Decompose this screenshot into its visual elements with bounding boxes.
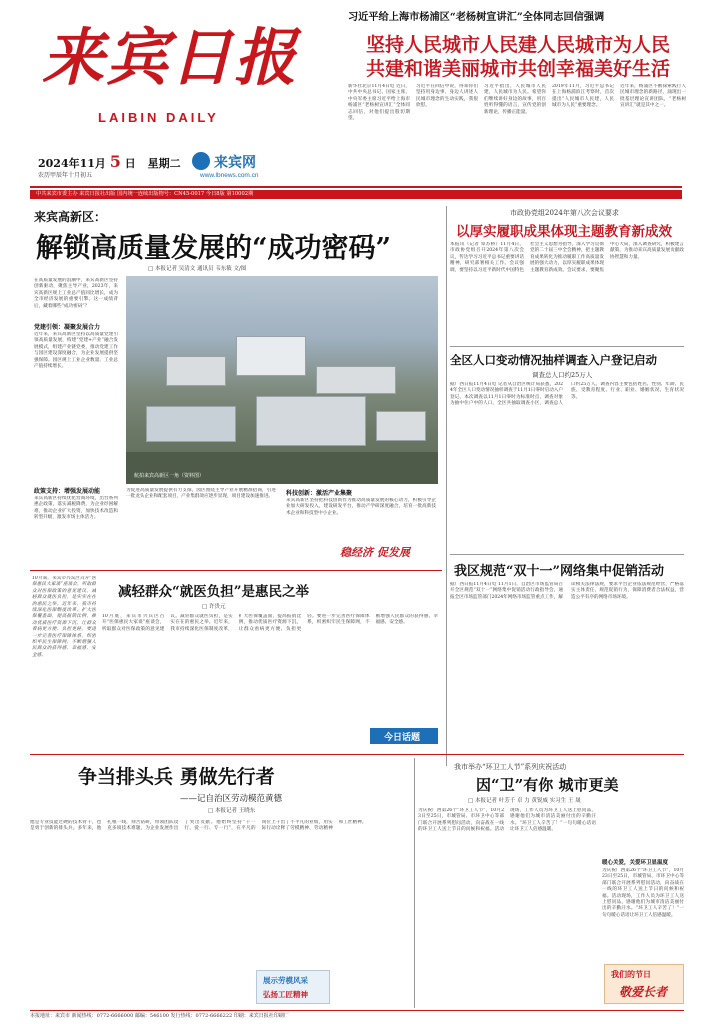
lead-section-2: 政策支持：增强发展动能 (34, 488, 101, 495)
feature-body: 10月底，来宾市兴宾区召开“医保惠民大家谈”座谈会，听取群众对医保政策的意见建议。减轻群众就医负担，是实实在在的惠民之举。近年来，我市持续深化医保制度改革，扩大医保覆盖面，提高报销比例，推动优质医疗资源下沉，让群众看病更方便、负担更轻。要进一步完善医疗保障体系，织密织牢民生保障网，不断增强人民群众的获得感、幸福感、安全感。 (102, 614, 438, 632)
top-news-headline-1: 坚持人民城市人民建人民城市为人民 (366, 34, 671, 56)
lead-body-1: 近年来，来宾高新区坚持以高质量党建引领高质量发展，构建“党建+产业”融合发展模式，组建产业链党委，推动党建工作与园区建设深度融合，为企业发展提供坚强保障。园区规上工业企业数量、工业总产值持续增长。 (34, 332, 118, 370)
site-url: www.lbnews.com.cn (200, 172, 259, 179)
feature-article (30, 574, 442, 750)
cppcc-article (450, 206, 684, 346)
top-news-col-4: 2019年11月，习近平总书记在上海杨浦滨江考察时，首次提出“人民城市人民建，人民城市为人民”重要理念。 (552, 84, 614, 109)
market-headline: 我区规范“双十一”网络集中促销活动 (454, 564, 664, 579)
sanitation-headline: 因“卫”有你 城市更美 (476, 776, 619, 794)
date-day-suffix: 日 (124, 157, 136, 170)
profile-subhead: ——记自治区劳动模范黄德 (180, 794, 283, 804)
feature-headline: 减轻群众“就医负担”是惠民之举 (118, 584, 310, 600)
site-name: 来宾网 (214, 154, 256, 170)
feature-badge-text: 今日话题 (384, 733, 421, 743)
sanitation-body: 为庆祝广西第26个“环卫工人节”，10月23日至25日，市城管局、市环卫中心等部门联合开展系列慰问活动，向奋战在一线的环卫工人送上节日的问候和祝福。活动现场，工作人员为环卫工人送上慰问品，感谢他们为城市清洁美丽付出的辛勤汗水。“环卫工人辛苦了！”一句句暖心话语让环卫工人倍感温暖。 (418, 808, 596, 833)
festival-badge-text-1: 我们的节日 (611, 969, 651, 979)
profile-body: 他是专业技能过硬的技术骨干，也是勇于创新的排头兵。多年来，他扎根一线，刻苦钻研，带领团队攻克多项技术难题，为企业发展作出了突出贡献。他始终坚持“干一行、爱一行、专一行”，在平凡的岗位上干出了不平凡的业绩，用实际行动诠释了劳模精神、劳动精神和工匠精神。 (30, 820, 367, 832)
sanitation-kicker: 我市举办“环卫工人节”系列庆祝活动 (454, 763, 567, 771)
lead-section-3: 科技创新：激活产业集聚 (286, 490, 353, 497)
info-bar: 中共来宾市委主办 来宾日报社出版 国内统一连续出版物号：CN45-0017 今日8版 第10002期 (30, 190, 682, 199)
census-article (450, 350, 684, 550)
feature-byline: □ 许贵元 (202, 604, 226, 610)
feature-badge (370, 728, 438, 744)
festival-badge-text-2: 敬爱长者 (619, 985, 668, 999)
lunar-date: 农历甲辰年十月初五 (38, 172, 93, 179)
market-article (450, 558, 684, 758)
site-logo (192, 150, 322, 184)
date-weekday: 星期二 (147, 157, 181, 170)
lead-body-3: 为促进高质量发展提供有力支撑。园区围绕主导产业开展精准招商，引进一批龙头企业和配套项目，产业集群效应逐步显现，项目建设加速推进。 (126, 488, 276, 500)
profile-ad-text-2: 弘扬工匠精神 (263, 990, 308, 999)
census-subhead: 调查总人口约25万人 (532, 371, 593, 379)
sanitation-article (418, 758, 684, 1008)
top-news-col-1: 新华社北京11月4日电 近日，中共中央总书记、国家主席、中央军委主席习近平给上海市杨浦区“老杨树宣讲汇”全体同志回信，对他们提出殷切期望。 (348, 84, 410, 122)
masthead-subtitle: LAIBIN DAILY (98, 110, 219, 125)
photo-caption: 航拍来宾高新区一角（资料图） (134, 473, 205, 479)
masthead-title: 来宾日报 (42, 21, 299, 94)
feature-intro: 10月底，来宾市兴宾区召开“医保惠民大家谈”座谈会，听取群众对医保政策的意见建议。减轻群众就医负担，是实实在在的惠民之举。近年来，我市持续深化医保制度改革，扩大医保覆盖面，提高报销比例，推动优质医疗资源下沉，让群众看病更方便、负担更轻。要进一步完善医疗保障体系，织密织牢民生保障网，不断增强人民群众的获得感、幸福感、安全感。 (32, 576, 96, 658)
cppcc-headline: 以厚实履职成果体现主题教育新成效 (456, 224, 672, 240)
census-headline: 全区人口变动情况抽样调查入户登记启动 (450, 353, 657, 367)
profile-ad-text-1: 展示劳模风采 (263, 976, 308, 985)
sanitation-byline: □ 本报记者 叶芳千 卓 力 黄锐威 实习生 王 晟 (468, 798, 581, 804)
date-day: 5 (109, 152, 121, 171)
lead-kicker: 来宾高新区： (34, 210, 107, 224)
lead-byline: □ 本报记者 吴清文 通讯员 韦东筱 文/图 (148, 266, 247, 272)
census-body: 据广西日报11月4日电 记者从自治区统计局获悉，2024年全区人口变动情况抽样调查于11月1日零时启动入户登记。本次调查以11月1日零时为标准时点，调查对象为抽中住户中的人口，全区共抽取调查小区，调查总人口约25万人。调查内容主要包括姓名、性别、年龄、民族、受教育程度、行业、职业、婚姻状况、生育状况等。 (450, 382, 684, 407)
lead-body-2: 来宾高新区持续优化营商环境，出台系列惠企政策，落实减税降费，为企业纾困解难，推动企业扩大投资，加快技术改造和转型升级，激发市场主体活力。 (34, 496, 118, 521)
profile-ad (256, 970, 330, 1004)
top-news-col-3: 习近平指出，人民城市人民建，人民城市为人民。希望你们继续讲好身边的故事，用百姓听得懂的语言，宣传党的创新理论，传播正能量。 (484, 84, 546, 115)
date-month: 2024年11月 (38, 157, 106, 170)
lead-intro: 在高质量发展的浪潮中，来宾高新区坚持创新驱动，聚焦主导产业，2023年，来宾高新区规上工业总产值同比增长，成为全市经济发展的重要引擎。这一成绩背后，藏着哪些“成功密码”？ (34, 278, 118, 309)
top-news (348, 8, 686, 184)
profile-headline: 争当排头兵 勇做先行者 (78, 766, 275, 788)
lead-section-1: 党建引领：凝聚发展合力 (34, 324, 101, 331)
lead-photo (126, 276, 438, 484)
masthead-date (38, 152, 181, 171)
lead-body-4: 来宾高新区坚持把科技创新作为推动高质量发展的核心动力，积极引导企业加大研发投入，建设研发平台，推动产学研深度融合，培育一批高新技术企业和科技型中小企业。 (286, 498, 436, 516)
footer: 本报地址：来宾市 新闻热线：0772-6666000 邮编：546100 发行热线：0772-6666222 印刷：来宾日报社印刷厂 (30, 1013, 289, 1019)
market-body: 据广西日报11月4日电 11月1日，自治区市场监管局召开全区规范“双十一”网络集中促销活动行政指导会，通报全区市场监管部门2024年网络市场监管重点工作，解读相关法律法规，要求平台企业依法规范经营，严格落实主体责任，规范促销行为，保障消费者合法权益，营造公平有序的网络市场环境。 (450, 582, 684, 600)
profile-article (30, 758, 410, 1008)
top-news-col-2: 习近平在回信中说，得知你们坚持用身边事、身边人讲述人民城市理念的生动实践，我很欣慰。 (416, 84, 478, 109)
sanitation-section: 暖心关爱，关爱环卫显温度 (602, 860, 669, 866)
profile-byline: □ 本报记者 王晓东 (208, 808, 256, 814)
cppcc-kicker: 市政协党组2024年第八次会议要求 (510, 209, 619, 217)
top-news-kicker: 习近平给上海市杨浦区“老杨树宣讲汇”全体同志回信强调 (348, 11, 605, 23)
top-news-col-5: 近年来，杨浦区不断探索践行人民城市理念的新路径，涌现出一批基层理论宣讲团队，“老杨树宣讲汇”就是其中之一。 (620, 84, 686, 109)
lead-article (30, 206, 442, 566)
cppcc-body: 本报讯（记者 覃苏桥）11月4日，市政协党组召开2024年第八次会议，传达学习习近平总书记重要讲话精神，研究部署相关工作。会议强调，要坚持以习近平新时代中国特色社会主义思想为指导，深入学习贯彻党的二十届三中全会精神，把主题教育成果转化为推动履职工作高质量发展的强大动力，以厚实履职成果体现主题教育新成效。会议要求，要聚焦中心大局，深入调查研究，积极建言献策，为推动来宾高质量发展贡献政协智慧和力量。 (450, 242, 684, 273)
lead-headline: 解锁高质量发展的“成功密码” (36, 233, 392, 264)
top-news-headline-2: 共建和谐美丽城市共创幸福美好生活 (366, 58, 671, 80)
site-logo-icon (192, 152, 210, 170)
lead-badge: 稳经济 促发展 (340, 546, 410, 559)
festival-badge (604, 964, 684, 1004)
sanitation-body-2: 为庆祝广西第26个“环卫工人节”，10月23日至25日，市城管局、市环卫中心等部门联合开展系列慰问活动，向奋战在一线的环卫工人送上节日的问候和祝福。活动现场，工作人员为环卫工人送上慰问品，感谢他们为城市清洁美丽付出的辛勤汗水。“环卫工人辛苦了！”一句句暖心话语让环卫工人倍感温暖。 (602, 868, 684, 918)
